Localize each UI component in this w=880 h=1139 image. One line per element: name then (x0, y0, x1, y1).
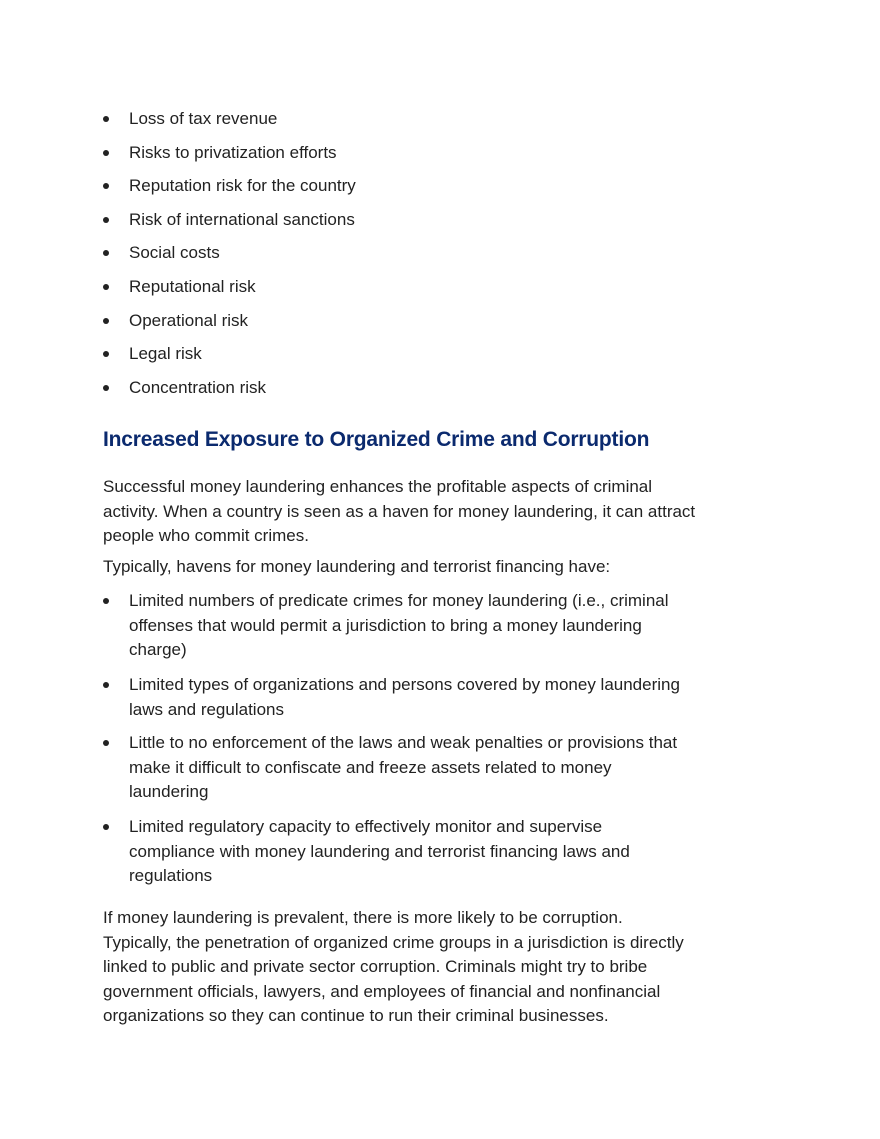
list-item-text (129, 815, 630, 889)
bullet-icon (103, 740, 109, 746)
section-heading: Increased Exposure to Organized Crime and Corruption (103, 428, 650, 451)
text-line: Limited regulatory capacity to effectively monitor and supervise (129, 817, 603, 836)
list-item (103, 376, 266, 401)
bullet-icon (103, 318, 109, 324)
text-line: laundering (129, 782, 209, 802)
list-item (103, 731, 677, 805)
bullet-icon (103, 250, 109, 256)
text-line: charge) (129, 640, 187, 660)
list-item-text: Operational risk (129, 310, 249, 330)
list-item (103, 141, 337, 166)
list-item (103, 673, 680, 722)
text-line: compliance with money laundering and terrorist financing laws and (129, 841, 630, 861)
list-item-text: Concentration risk (129, 377, 267, 397)
list-item-text: Social costs (129, 243, 220, 263)
list-item (103, 275, 256, 300)
bullet-icon (103, 116, 109, 122)
list-item-text (129, 673, 680, 722)
paragraph (103, 555, 763, 580)
bullet-icon (103, 598, 109, 604)
text-line: Typically, the penetration of organized crime groups in a jurisdiction is directly (103, 932, 684, 952)
list-item (103, 815, 630, 889)
text-line: make it difficult to confiscate and freeze assets related to money (129, 757, 612, 777)
list-item-text: Reputational risk (129, 277, 256, 296)
text-line: Limited types of organizations and persons covered by money laundering (129, 675, 680, 694)
list-item (103, 589, 669, 663)
list-item (103, 241, 220, 266)
list-item-text: Legal risk (129, 344, 202, 364)
text-line: Limited numbers of predicate crimes for money laundering (i.e., criminal (129, 591, 669, 610)
list-item-text: Reputation risk for the country (129, 176, 356, 196)
text-line: Successful money laundering enhances the profitable aspects of criminal (103, 477, 653, 496)
bullet-icon (103, 682, 109, 688)
text-line: Little to no enforcement of the laws and weak penalties or provisions that (129, 733, 678, 752)
list-item (103, 309, 248, 334)
bullet-icon (103, 183, 109, 189)
text-line: regulations (129, 866, 213, 886)
bullet-icon (103, 217, 109, 223)
text-line: organizations so they can continue to run their criminal businesses. (103, 1006, 609, 1026)
list-item-text: Risks to privatization efforts (129, 142, 337, 162)
list-item (103, 107, 277, 132)
list-item-text: Loss of tax revenue (129, 109, 278, 128)
text-line: activity. When a country is seen as a haven for money laundering, it can attract (103, 501, 696, 521)
list-item (103, 208, 355, 233)
list-item-text: Risk of international sanctions (129, 209, 355, 229)
text-line: laws and regulations (129, 699, 284, 719)
list-item-text (129, 731, 677, 805)
bullet-icon (103, 824, 109, 830)
text-line: If money laundering is prevalent, there is more likely to be corruption. (103, 908, 623, 927)
text-line: linked to public and private sector corruption. Criminals might try to bribe (103, 957, 648, 977)
text-line: government officials, lawyers, and employees of financial and nonfinancial (103, 981, 661, 1001)
bullet-icon (103, 150, 109, 156)
bullet-icon (103, 284, 109, 290)
list-item (103, 174, 356, 199)
list-item-text (129, 589, 669, 663)
bullet-icon (103, 385, 109, 391)
bullet-icon (103, 351, 109, 357)
paragraph (103, 906, 763, 1029)
text-line: Typically, havens for money laundering and terrorist financing have: (103, 557, 611, 576)
paragraph (103, 475, 763, 549)
text-line: offenses that would permit a jurisdiction to bring a money laundering (129, 615, 642, 635)
list-item (103, 342, 202, 367)
text-line: people who commit crimes. (103, 526, 309, 546)
